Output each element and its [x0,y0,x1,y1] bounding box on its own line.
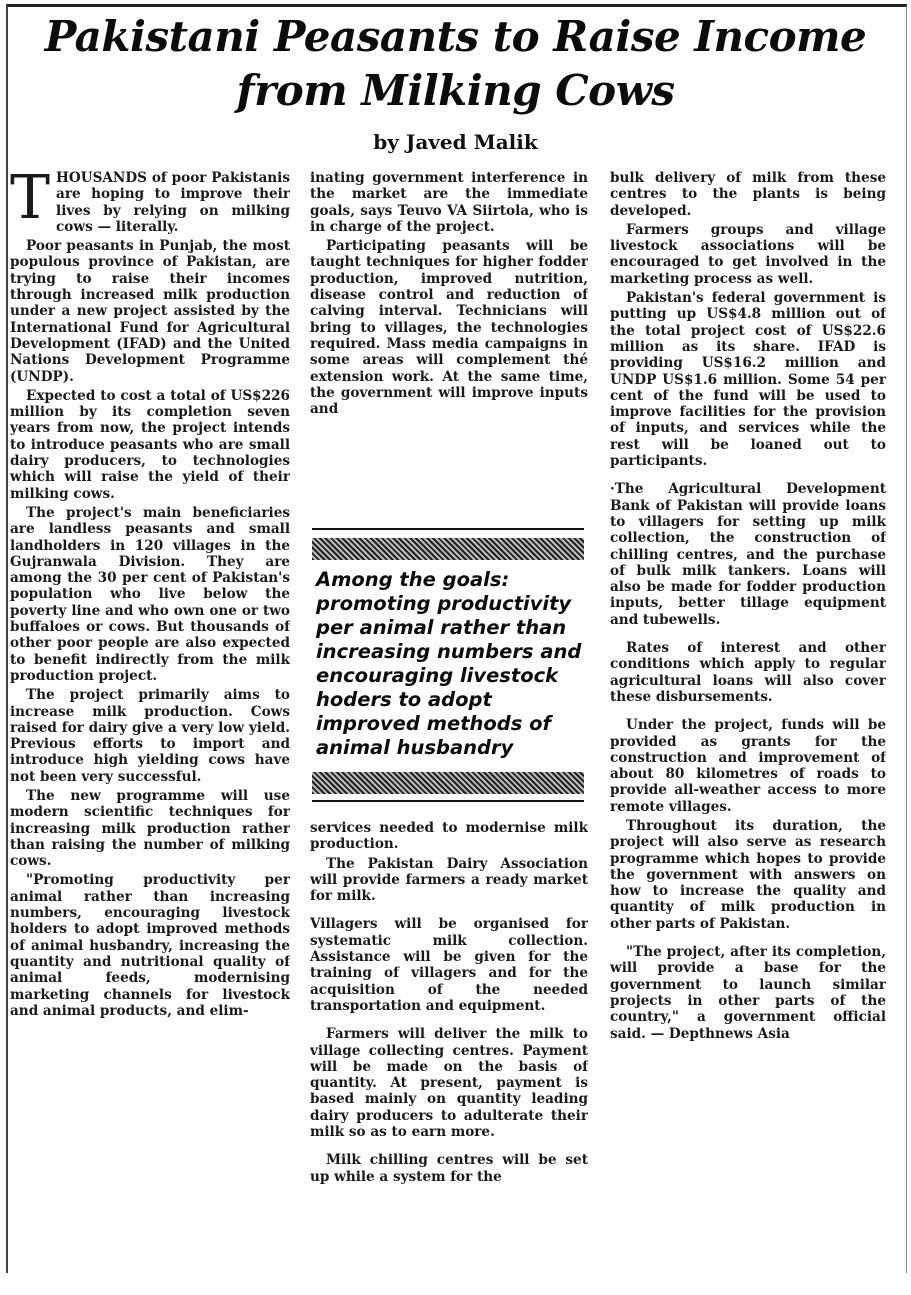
column-3 [610,170,886,1270]
column-1 [10,170,290,1270]
divider-rule [312,800,584,802]
paragraph: Under the project, funds will be provided as grants for the construction and improvement of about 80 kilometres of roads to provide all-weather access to more remote villages. [610,717,886,815]
paragraph [10,170,290,235]
paragraph: "Promoting productivity per animal rather than increasing numbers, encouraging livestock holders to adopt improved methods of animal husbandry, increasing the quantity and nutritional quality of animal feeds, modernising marketing channels for livestock and animal products, and elim- [10,872,290,1019]
paragraph: ·The Agricultural Development Bank of Pakistan will provide loans to villagers for setting up milk collection, the construction of chilling centres, and the purchase of bulk milk tankers. Loans will also be made for fodder production inputs, better tillage equipment and tubewells. [610,481,886,628]
paragraph: Throughout its duration, the project will also serve as research programme which hopes to provide the government with answers on how to increase the quality and quantity of milk production in other parts of Pakistan. [610,817,886,932]
drop-cap: T [10,170,51,233]
paragraph: Expected to cost a total of US$226 million by its completion seven years from now, the project intends to introduce peasants who are small dairy producers, to technologies which will raise the yield of their milking cows. [10,387,290,502]
paragraph: Villagers will be organised for systematic milk collection. Assistance will be given for the training of villagers and for the acquisition of the needed transportation and equipment. [310,916,588,1014]
headline-line-2: from Milking Cows [236,66,675,115]
paragraph: Farmers will deliver the milk to village collecting centres. Payment will be made on the basis of quantity. At present, payment is based mainly on quantity leading dairy producers to adulterate their milk so as to earn more. [310,1026,588,1141]
paragraph: Milk chilling centres will be set up while a system for the [310,1152,588,1185]
paragraph: Participating peasants will be taught techniques for higher fodder production, improved nutrition, disease control and reduction of calving interval. Technicians will bring to villages, the technologies required. Mass media campaigns in some areas will complement thé extension work. At the same time, the government will improve inputs and [310,238,588,418]
paragraph: bulk delivery of milk from these centres to the plants is being developed. [610,170,886,219]
paragraph: Pakistan's federal government is putting up US$4.8 million out of the total project cost of US$22.6 million as its share. IFAD is providing US$16.2 million and UNDP US$1.6 million. Some 54 per cent of the fund will be used to improve facilities for the provision of inputs, and services while the rest will be loaned out to participants. [610,290,886,470]
hatched-band [312,538,584,560]
pull-quote: Among the goals: promoting productivity per animal rather than increasing numbers and encouraging livestock hoders to adopt improved methods of animal husbandry [316,568,582,759]
paragraph: inating government interference in the market are the immediate goals, says Teuvo VA Siirtola, who is in charge of the project. [310,170,588,235]
paragraph: The project primarily aims to increase milk production. Cows raised for dairy give a very low yield. Previous efforts to import and introduce high yielding cows have not been very successful. [10,687,290,785]
byline: by Javed Malik [373,130,538,154]
paragraph: Farmers groups and village livestock associations will be encouraged to get involved in the marketing process as well. [610,221,886,287]
lead-text: HOUSANDS of poor Pakistanis are hoping to improve their lives by relying on milking cows — literally. [56,170,290,235]
paragraph: The Pakistan Dairy Association will provide farmers a ready market for milk. [310,855,588,905]
paragraph: services needed to modernise milk production. [310,820,588,853]
divider-rule [312,528,584,530]
paragraph: Rates of interest and other conditions which apply to regular agricultural loans will also cover these disbursements. [610,640,886,705]
headline-line-1: Pakistani Peasants to Raise Income [44,12,867,61]
paragraph: The new programme will use modern scientific techniques for increasing milk production rather than raising the number of milking cows. [10,787,290,870]
hatched-band [312,772,584,794]
paragraph: "The project, after its completion, will provide a base for the government to launch similar projects in other parts of the country," a government official said. — Depthnews Asia [610,944,886,1042]
column-2-bottom [310,820,588,1270]
column-2-top [310,170,588,500]
paragraph: The project's main beneficiaries are landless peasants and small landholders in 120 villages in the Gujranwala Division. They are among the 30 per cent of Pakistan's population who live below the poverty line and who own one or two buffaloes or cows. But thousands of other poor people are also expected to benefit indirectly from the milk production project. [10,504,290,684]
paragraph: Poor peasants in Punjab, the most populous province of Pakistan, are trying to raise their incomes through increased milk production under a new project assisted by the International Fund for Agricultural Development (IFAD) and the United Nations Development Programme (UNDP). [10,238,290,385]
